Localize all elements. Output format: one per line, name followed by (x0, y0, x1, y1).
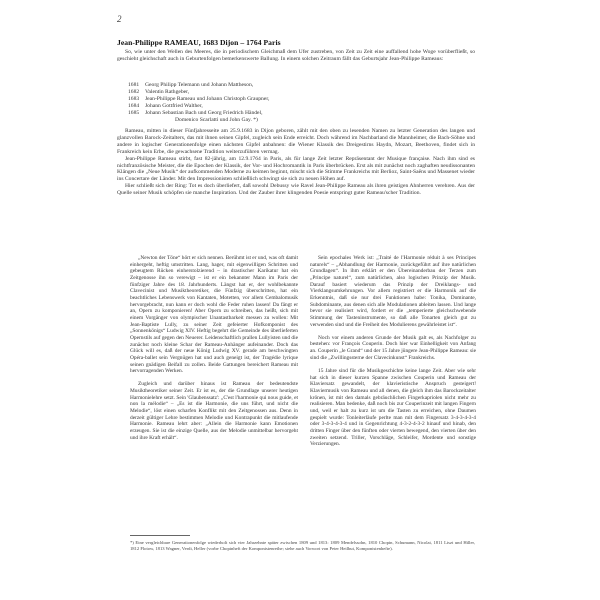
date-year: 1682 (128, 88, 140, 95)
body-paragraphs (117, 128, 475, 197)
date-row (128, 117, 458, 124)
date-names: Valentin Rathgeber, (145, 88, 190, 95)
body-paragraph: Hier schließt sich der Ring: Tot es doch überliefert, daß sowohl Debussy wie Ravel Jean-Philippe Rameau als ihren geistigen Ahnherren verehren. Aus der Quelle seiner Musik schöpfen sie manche Inspiration. Und der Zauber ihrer klingenden Poesie entspringt guter Rameau'scher Tradition. (117, 183, 475, 197)
date-year: 1684 (128, 102, 140, 109)
footnote-divider (130, 535, 190, 536)
date-names: Johann Sebastian Bach und Georg Friedrich Händel, (145, 109, 263, 116)
birth-year-list (128, 82, 458, 123)
date-names: Jean-Philippe Rameau und Johann Christoph Graupner, (145, 95, 270, 102)
date-names: Johann Gottfried Walther, (145, 102, 203, 109)
page-heading: Jean-Philippe RAMEAU, 1683 Dijon – 1764 Paris (117, 38, 281, 47)
date-row (128, 96, 458, 103)
page-number: 2 (117, 14, 122, 24)
date-year: 1685 (128, 109, 140, 116)
body-paragraph: Jean-Philippe Rameau stirbt, fast 82-jährig, am 12.9.1764 in Paris, als für lange Zeit letzter Repräsentant der Musique française. Nach ihm sind es nichtfranzösische Meister, die die Epochen der Klassik, der Vor- und Hochromantik in Paris überbrücken. Erst als mit zunächst noch zaghaften neudissonanten Klängen die „Neue Musik“ der aufkommenden Moderne zu keimen beginnt, mischt sich die Stimme Frankreichs mit Berlioz, Saint-Saëns und Massenet wieder ins Concertare der Länder. Mit den Impressionisten schließlich schwingt sie sich zu neuen Höhen auf. (117, 155, 475, 183)
right-column (310, 255, 476, 448)
intro-paragraph (117, 49, 475, 63)
right-column-paragraph: Sein epochales Werk ist: „Traité de l'Harmonie réduit à ses Principes naturels“ – „Abhandlung der Harmonie, zurückgeführt auf ihre natürlichen Grundlagen“. In ihm erklärt er den Übereinanderbau der Terzen zum „Principe naturel“, zum natürlichen, also logischen Prinzip der Musik. Darauf basiert wiederum das Prinzip der Dreiklangs- und Vierklangsumkehrungen. Vor allem registriert er die Harmonik auf die Erkenntnis, daß sie nur drei Funktionen habe: Tonika, Dominante, Subdominante, aus denen sich alle Modulationen ableiten lassen. Und lange bevor sie realisiert wird, fordert er die „temperierte gleichschwebende Stimmung der Tasteninstrumente, so daß alle Tonarten gleich gut zu verwenden sind und die Freiheit des Modulierens gewährleistet ist“. (310, 255, 476, 328)
intro-text: So, wie unter den Wellen des Meeres, die in periodischem Gleichmaß dem Ufer zustreben, von Zeit zu Zeit eine auffallend hohe Woge vorüberfließt, so geschieht gleichschaft auch in Geburtenfolgen bemerkenswerte Ballung. In einem solchen Zeitraum fällt das Geburtsjahr Jean-Philippe Rameaus: (117, 49, 475, 62)
date-names: Georg Philipp Telemann und Johann Mattheson, (145, 82, 254, 88)
date-year: 1681 (128, 82, 140, 88)
date-year (128, 117, 145, 124)
right-column-paragraph: Noch vor einem anderen Grunde der Musik galt es, als Nachfolger zu bestehen: vor François Couperin. Doch hier war Einhelligkeit von Anfang an. Couperin „le Grand“ und der 15 Jahre jüngere Jean-Philippe Rameau: sie sind die „Zwillingssterne der Clavecinkunst“ Frankreichs. (310, 334, 476, 361)
left-column (130, 255, 298, 441)
left-column-paragraph: „Newton der Töne“ hört er sich nennen. Berühmt ist er und, was oft damit einhergeht, heftig umstritten. Lang, hager, mit eigenwilligen Schritten und gebeugtem Rücken einherstolzierend – in drastischer Karikatur hat ein Zeitgenosse ihn so verewigt – ist er ein bekannter Mann im Paris der fünfziger Jahre des 18. Jahrhunderts. Längst hat er, der wohlbekannte Clavecinist und Musiktheoretiker, die Fünfzig überschritten, hat ein beachtliches Lebenswerk von Kantaten, Motetten, vor allem Cembalomusik hervorgebracht, nun kann er doch wohl die Feder ruhen lassen! Da fängt er an, Opern zu komponieren! Aber Opern zu schreiben, das heißt, sich mit einem Vorgänger von olympischer Unantastbarkeit messen zu wollen: Mit Jean-Baptiste Lully, zu seiner Zeit gefeierter Hofkomponist des „Sonnenkönigs“ Ludwig XIV. Heftig begehrt die Gemeinde des überlieferten Opernstils auf gegen den Neuerer. Leidenschaftlich prallen Lullyisten und die zunächst noch kleine Schar der Rameau-Anhänger aufeinander. Doch das Glück will es, daß der neue König Ludwig XV. gerade am beschwingten Opéra-ballet sein Vergnügen hat und auch geneigt ist, der Tragédie lyrique seinen gnädigen Beifall zu zollen. Beide Gattungen bereichert Rameau mit hervorragenden Werken. (130, 255, 298, 375)
date-row (128, 89, 458, 96)
date-row (128, 82, 458, 89)
date-row (128, 110, 458, 117)
right-column-paragraph: 15 Jahre sind für die Musikgeschichte keine lange Zeit. Aber wie sehr hat sich in dieser kurzen Spanne zwischen Couperin und Rameau der Klaviersatz gewandelt, der klavieristische Anspruch gesteigert! Klaviermusik von Rameau und all denen, die gleich ihm das Barockzeitalter krönen, ist mit den damals gebräuchlichen Fingerkapriolen nicht mehr zu realisieren. Man bedenke, daß noch bis zur Couperinzeit mit langen Fingern und, weil er halt zu kurz ist um die Tasten zu erreichen, ohne Daumen gespielt wurde: Tonleiterläufe perlte man mit dem Fingersatz 3-4-3-4-3-4 oder 3-4-3-4-3-4 und in Gegenrichtung 4-3-2-4-3-2 hinauf und hinab, den dritten Finger über den fünften oder vierten bewegend, den vierten über den zweiten setzend. Triller, Vorschläge, Schleifer, Mordente und sonstige Verzierungen. (310, 368, 476, 448)
date-names: Domenico Scarlatti und John Gay. *) (175, 116, 258, 123)
date-year: 1683 (128, 95, 140, 102)
date-row (128, 103, 458, 110)
left-column-paragraph: Zugleich und darüber hinaus ist Rameau der bedeutendste Musiktheoretiker seiner Zeit. Er ist es, der die Grundlage unserer heutigen Harmonielehre setzt. Sein 'Glaubenssatz': „C'est l'harmonie qui nous guide, et non la mélodie“ – „Es ist die Harmonie, die uns führt, und nicht die Melodie“, löst einen scharfen Konflikt mit den Zeitgenossen aus. Denn in derzeit gültiger Lehre bestimmen Melodie und Kontrapunkt die mitlaufende Harmonie. Rameau lehrt aber: „Allein die Harmonie kann Emotionen erzeugen. Sie ist die einzige Quelle, aus der Melodie unmittelbar hervorgeht und ihre Kraft erhält“. (130, 381, 298, 441)
body-paragraph: Rameau, mitten in dieser Fünfjahresseite am 25.9.1683 in Dijon geboren, zählt mit den oben zu lesenden Namen zu letzter Generation des langen und glanzvollen Barock-Zeitalters, das mit ihnen seinen Gipfel, zugleich sein Ende erreicht. Doch während im Nachbarland die Mannheimer, die Bach-Söhne und andere in logischer Generationenfolge einen nächsten Gipfel anbahnen: die Wiener Klassik des Dreigestirns Haydn, Mozart, Beethoven, findet sich in Frankreich kein Erbe, die gewachsene Tradition weiterzuführen vermag. (117, 128, 475, 155)
footnote: *) Eine vergleichbare Generationenfolge wiederholt sich vier Jahrzehnte später zwischen 1809 und 1813: 1809 Mendelssohn, 1810 Chopin, Schumann, Nicolai, 1811 Liszt und Hiller, 1812 Flotow, 1813 Wagner, Verdi, Heller (vorbe Chopinheft der Komponistenreihe; siehe auch Vorwort von Peter Heilbut, Komponistenhefte). (130, 540, 475, 551)
